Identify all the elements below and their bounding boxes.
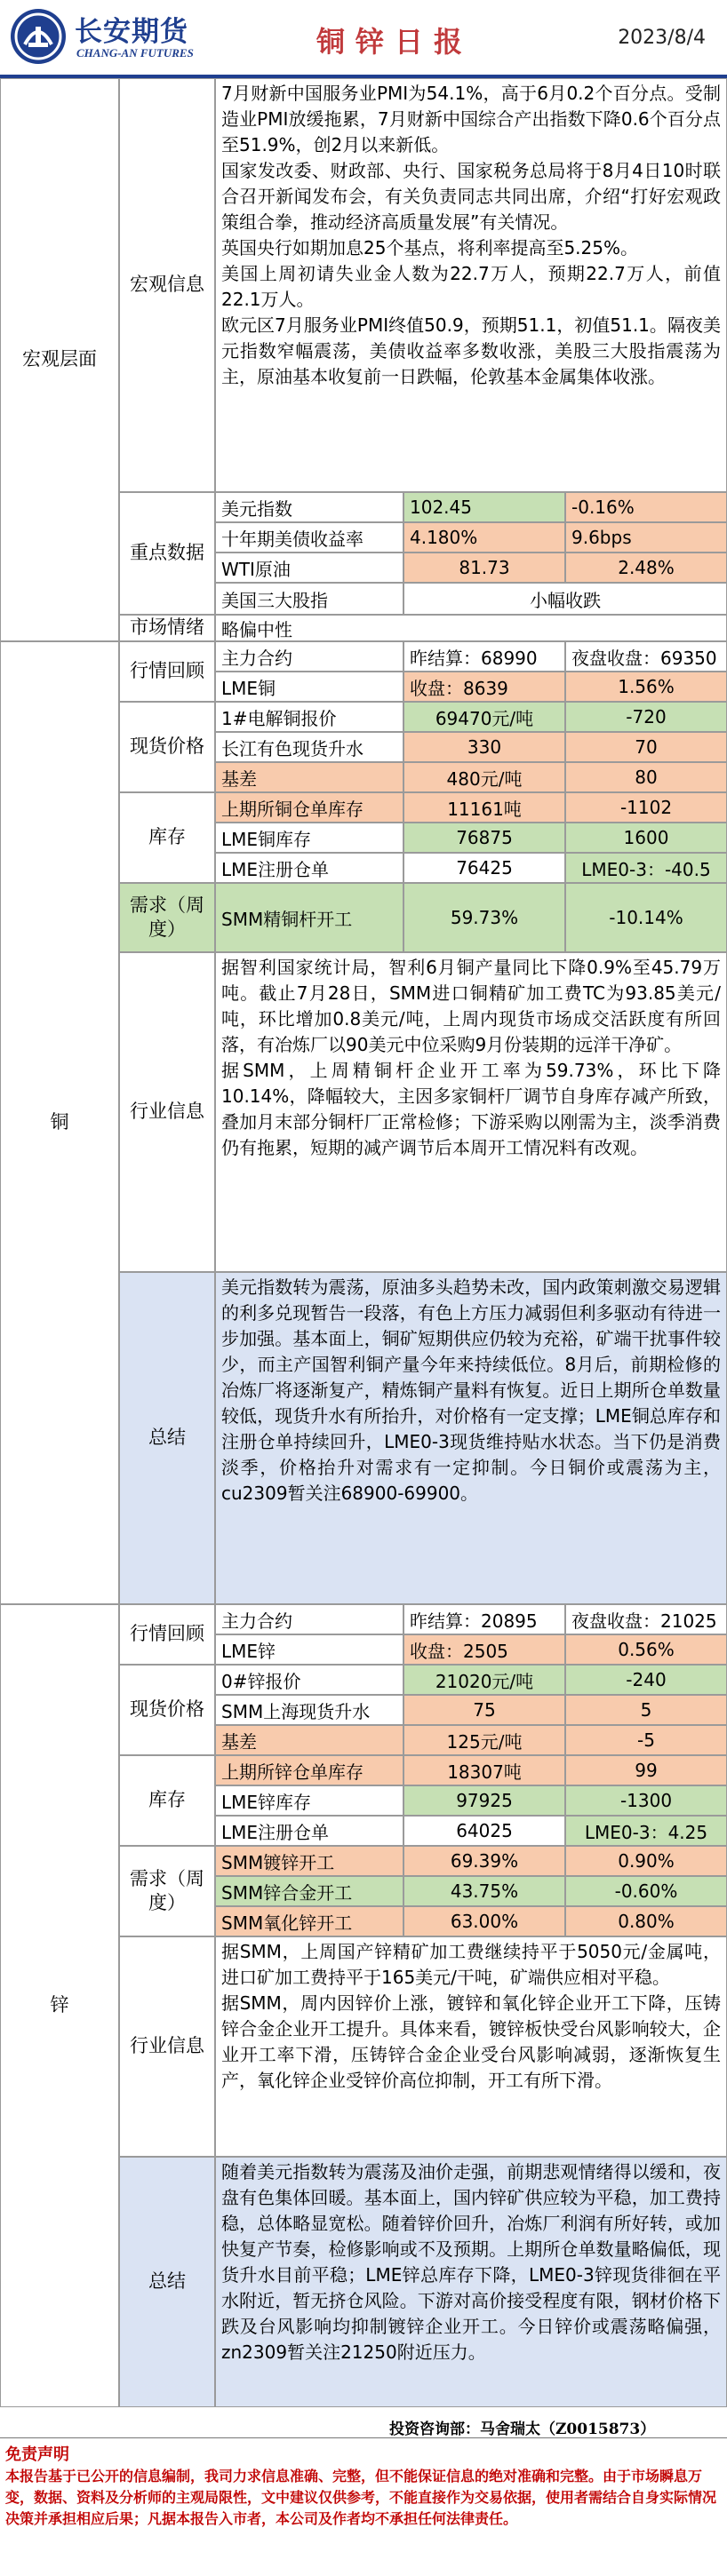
zinc-spot-name: 基差 <box>215 1725 403 1755</box>
key-data-name: 美国三大股指 <box>215 583 403 615</box>
zinc-spot-name: SMM上海现货升水 <box>215 1695 403 1725</box>
zinc-demand-change: -0.60% <box>565 1876 727 1906</box>
copper-stock-change: LME0-3：-40.5 <box>565 853 727 883</box>
zinc-demand-change: 0.80% <box>565 1906 727 1936</box>
zinc-industry-text <box>215 1936 727 2157</box>
zinc-stock-value: 64025 <box>403 1816 565 1846</box>
zinc-review-value: 收盘：2505 <box>403 1634 565 1665</box>
footer-divider <box>0 2437 727 2438</box>
zinc-review-change: 夜盘收盘：21025 <box>565 1604 727 1634</box>
copper-industry-label: 行业信息 <box>119 952 215 1272</box>
zinc-spot-value: 21020元/吨 <box>403 1665 565 1695</box>
copper-spot-name: 基差 <box>215 762 403 792</box>
macro-info-paragraph: 英国央行如期加息25个基点，将利率提高至5.25%。 <box>221 237 638 258</box>
zinc-demand-name: SMM锌合金开工 <box>215 1876 403 1906</box>
macro-info-paragraph: 欧元区7月服务业PMI终值50.9，预期51.1，初值51.1。隔夜美元指数窄幅震荡，美债收益率多数收涨，美股三大股指震荡为主，原油基本收复前一日跌幅，伦敦基本金属集体收涨。 <box>221 314 721 387</box>
zinc-stock-change: 99 <box>565 1755 727 1785</box>
key-data-change: -0.16% <box>565 492 727 522</box>
zinc-stock-change: -1300 <box>565 1785 727 1816</box>
copper-stock-name: LME铜库存 <box>215 823 403 853</box>
disclaimer <box>5 2445 722 2530</box>
report-title: 铜锌日报 <box>316 25 474 59</box>
copper-review-label: 行情回顾 <box>119 641 215 702</box>
key-data-value: 4.180% <box>403 522 565 553</box>
zinc-stock-value: 18307吨 <box>403 1755 565 1785</box>
key-data-name: 十年期美债收益率 <box>215 522 403 553</box>
copper-spot-change: -720 <box>565 702 727 732</box>
zinc-stock-name: 上期所锌仓单库存 <box>215 1755 403 1785</box>
zinc-demand-name: SMM氧化锌开工 <box>215 1906 403 1936</box>
macro-key-label: 重点数据 <box>119 492 215 615</box>
zinc-industry-label: 行业信息 <box>119 1936 215 2157</box>
copper-industry-paragraph: 据智利国家统计局，智利6月铜产量同比下降0.9%至45.79万吨。截止7月28日，SMM进口铜精矿加工费TC为93.85美元/吨，环比增加0.8美元/吨，上周内现货市场成交活跃度有所回落，有冶炼厂以90美元中位采购9月份装期的远洋干净矿。 <box>221 957 721 1055</box>
copper-demand-value: 59.73% <box>403 883 565 952</box>
zinc-demand-value: 69.39% <box>403 1846 565 1876</box>
key-data-change: 2.48% <box>565 553 727 583</box>
macro-info-paragraph: 美国上周初请失业金人数为22.7万人，预期22.7万人，前值22.1万人。 <box>221 263 721 310</box>
zinc-spot-name: 0#锌报价 <box>215 1665 403 1695</box>
zinc-demand-label: 需求（周度） <box>119 1846 215 1936</box>
zinc-stock-change: LME0-3：4.25 <box>565 1816 727 1846</box>
copper-stock-name: 上期所铜仓单库存 <box>215 792 403 823</box>
key-data-value: 102.45 <box>403 492 565 522</box>
copper-stock-change: -1102 <box>565 792 727 823</box>
copper-stock-name: LME注册仓单 <box>215 853 403 883</box>
copper-industry-paragraph: 据SMM，上周精铜杆企业开工率为59.73%，环比下降10.14%，降幅较大，主因多家铜杆厂调节自身库存减产所致，叠加月末部分铜杆厂正常检修；下游采购以刚需为主，淡季消费仍有拖累，短期的减产调节后本周开工情况料有改观。 <box>221 1060 721 1158</box>
zinc-review-label: 行情回顾 <box>119 1604 215 1665</box>
zinc-summary-label: 总结 <box>119 2157 215 2407</box>
zinc-review-value: 昨结算：20895 <box>403 1604 565 1634</box>
copper-review-name: 主力合约 <box>215 641 403 672</box>
copper-spot-value: 480元/吨 <box>403 762 565 792</box>
zinc-stock-label: 库存 <box>119 1755 215 1846</box>
brand-name-cn: 长安期货 <box>75 16 188 48</box>
zinc-spot-change: -5 <box>565 1725 727 1755</box>
copper-spot-label: 现货价格 <box>119 702 215 792</box>
zinc-spot-change: -240 <box>565 1665 727 1695</box>
macro-sentiment-label: 市场情绪 <box>119 615 215 641</box>
zinc-stock-name: LME注册仓单 <box>215 1816 403 1846</box>
copper-demand-name: SMM精铜杆开工 <box>215 883 403 952</box>
macro-info-label: 宏观信息 <box>119 78 215 492</box>
copper-spot-value: 330 <box>403 732 565 762</box>
zinc-spot-change: 5 <box>565 1695 727 1725</box>
section-macro: 宏观层面 <box>0 78 119 641</box>
copper-summary-label: 总结 <box>119 1272 215 1604</box>
zinc-industry-paragraph: 据SMM，上周国产锌精矿加工费继续持平于5050元/金属吨，进口矿加工费持平于165美元/干吨，矿端供应相对平稳。 <box>221 1941 721 1988</box>
zinc-review-name: 主力合约 <box>215 1604 403 1634</box>
copper-stock-value: 76425 <box>403 853 565 883</box>
copper-review-change: 夜盘收盘：69350 <box>565 641 727 672</box>
zinc-stock-value: 97925 <box>403 1785 565 1816</box>
section-zinc: 锌 <box>0 1604 119 2407</box>
analyst-credit: 投资咨询部：马舍瑞太（Z0015873） <box>389 2421 656 2438</box>
report-header <box>0 0 727 78</box>
zinc-review-name: LME锌 <box>215 1634 403 1665</box>
brand-name-en: CHANG-AN FUTURES <box>76 46 194 60</box>
section-copper: 铜 <box>0 641 119 1604</box>
zinc-summary-text: 随着美元指数转为震荡及油价走强，前期悲观情绪得以缓和，夜盘有色集体回暖。基本面上，国内锌矿供应较为平稳，加工费持稳，总体略显宽松。随着锌价回升，冶炼厂利润有所好转，或加快复产节奏，检修影响或不及预期。上期所仓单数量略偏低，现货升水目前平稳；LME锌总库存下降，LME0-3锌现货徘徊在平水附近，暂无挤仓风险。下游对高价接受程度有限，钢材价格下跌及台风影响均抑制镀锌企业开工。今日锌价或震荡略偏强，zn2309暂关注21250附近压力。 <box>215 2157 727 2407</box>
macro-info-paragraph: 7月财新中国服务业PMI为54.1%，高于6月0.2个百分点。受制造业PMI放缓拖累，7月财新中国综合产出指数下降0.6个百分点至51.9%，创2月以来新低。 <box>221 83 721 155</box>
zinc-demand-value: 43.75% <box>403 1876 565 1906</box>
key-data-value: 小幅收跌 <box>403 583 727 615</box>
copper-stock-value: 76875 <box>403 823 565 853</box>
zinc-spot-value: 75 <box>403 1695 565 1725</box>
copper-spot-value: 69470元/吨 <box>403 702 565 732</box>
copper-stock-change: 1600 <box>565 823 727 853</box>
copper-review-name: LME铜 <box>215 672 403 702</box>
key-data-name: 美元指数 <box>215 492 403 522</box>
zinc-industry-paragraph: 据SMM，周内因锌价上涨，镀锌和氧化锌企业开工下降，压铸锌合金企业开工提升。具体来看，镀锌板快受台风影响较大，企业开工率下滑，压铸锌合金企业受台风影响减弱，逐渐恢复生产，氧化锌企业受锌价高位抑制，开工有所下滑。 <box>221 1992 721 2091</box>
zinc-demand-change: 0.90% <box>565 1846 727 1876</box>
report-date: 2023/8/4 <box>618 27 706 49</box>
copper-spot-name: 1#电解铜报价 <box>215 702 403 732</box>
key-data-name: WTI原油 <box>215 553 403 583</box>
zinc-spot-value: 125元/吨 <box>403 1725 565 1755</box>
copper-industry-text <box>215 952 727 1272</box>
copper-review-value: 收盘：8639 <box>403 672 565 702</box>
macro-info-paragraph: 国家发改委、财政部、央行、国家税务总局将于8月4日10时联合召开新闻发布会，有关负责同志共同出席，介绍“打好宏观政策组合拳，推动经济高质量发展”有关情况。 <box>221 160 721 233</box>
copper-review-change: 1.56% <box>565 672 727 702</box>
disclaimer-text: 本报告基于已公开的信息编制，我司力求信息准确、完整，但不能保证信息的绝对准确和完整。由于市场瞬息万变，数据、资料及分析师的主观局限性，文中建议仅供参考，不能直接作为交易依据，使用者需结合自身实际情况决策并承担相应后果；凡据本报告入市者，本公司及作者均不承担任何法律责任。 <box>5 2468 717 2527</box>
macro-info-text <box>215 78 727 492</box>
copper-demand-change: -10.14% <box>565 883 727 952</box>
copper-spot-name: 长江有色现货升水 <box>215 732 403 762</box>
copper-spot-change: 70 <box>565 732 727 762</box>
copper-stock-label: 库存 <box>119 792 215 883</box>
zinc-demand-name: SMM镀锌开工 <box>215 1846 403 1876</box>
copper-stock-value: 11161吨 <box>403 792 565 823</box>
zinc-stock-name: LME锌库存 <box>215 1785 403 1816</box>
zinc-demand-value: 63.00% <box>403 1906 565 1936</box>
copper-spot-change: 80 <box>565 762 727 792</box>
macro-sentiment-value: 略偏中性 <box>215 615 727 641</box>
copper-summary-text: 美元指数转为震荡，原油多头趋势未改，国内政策刺激交易逻辑的利多兑现暂告一段落，有色上方压力减弱但利多驱动有待进一步加强。基本面上，铜矿短期供应仍较为充裕，矿端干扰事件较少，而主产国智利铜产量今年来持续低位。8月后，前期检修的冶炼厂将逐渐复产，精炼铜产量料有恢复。近日上期所仓单数量较低，现货升水有所抬升，对价格有一定支撑；LME铜总库存和注册仓单持续回升，LME0-3现货维持贴水状态。当下仍是消费淡季，价格抬升对需求有一定抑制。今日铜价或震荡为主，cu2309暂关注68900-69900。 <box>215 1272 727 1604</box>
zinc-review-change: 0.56% <box>565 1634 727 1665</box>
chang-an-logo-icon <box>9 7 68 66</box>
copper-review-value: 昨结算：68990 <box>403 641 565 672</box>
zinc-spot-label: 现货价格 <box>119 1665 215 1755</box>
copper-demand-label: 需求（周度） <box>119 883 215 952</box>
disclaimer-title: 免责声明 <box>5 2445 69 2464</box>
key-data-value: 81.73 <box>403 553 565 583</box>
key-data-change: 9.6bps <box>565 522 727 553</box>
